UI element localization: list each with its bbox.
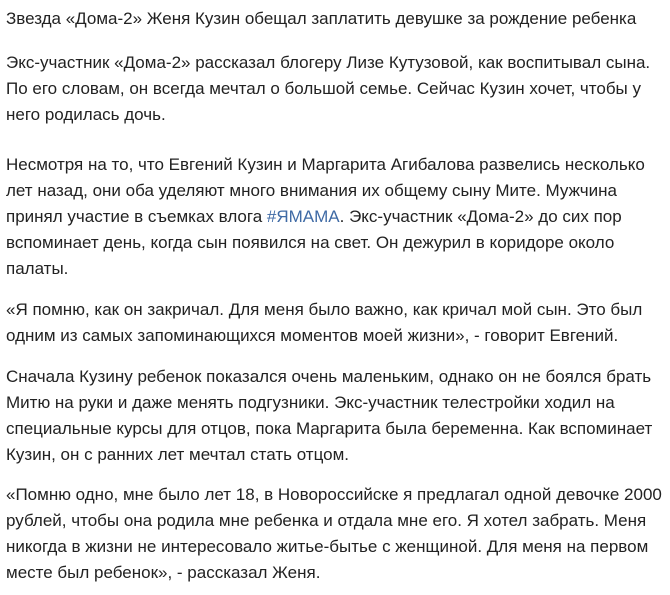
paragraph-5-quote: «Помню одно, мне было лет 18, в Новороссийске я предлагал одной девочке 2000 рублей, чтобы она родила мне ребенка и отдала мне его. Я хотел забрать. Меня никогда в жизни не интересовало житье-бытье с женщиной. Для меня на первом месте был ребенок», - рассказал Женя. bbox=[6, 485, 662, 582]
paragraph-4: Сначала Кузину ребенок показался очень маленьким, однако он не боялся брать Митю на руки и даже менять подгузники. Экс-участник телестройки ходил на специальные курсы для отцов, пока Маргарита была беременна. Как вспоминает Кузин, он с ранних лет мечтал стать отцом. bbox=[6, 367, 653, 464]
article bbox=[0, 6, 670, 586]
paragraph-2-text-start: Несмотря на то, что Евгений Кузин и Маргарита Агибалова развелись несколько лет назад, они оба уделяют много внимания их общему сыну Мите. Мужчина принял участие в съемках влога bbox=[6, 155, 645, 226]
paragraph-2 bbox=[6, 152, 664, 282]
article-title: Звезда «Дома-2» Женя Кузин обещал заплатить девушке за рождение ребенка bbox=[6, 9, 637, 28]
paragraph-2-text-end: . Экс-участник «Дома-2» до сих пор вспоминает день, когда сын появился на свет. Он дежурил в коридоре около палаты. bbox=[6, 207, 622, 278]
hashtag-link[interactable]: #ЯМАМА bbox=[266, 207, 340, 226]
paragraph-1: Экс-участник «Дома-2» рассказал блогеру Лизе Кутузовой, как воспитывал сына. По его словам, он всегда мечтал о большой семье. Сейчас Кузин хочет, чтобы у него родилась дочь. bbox=[6, 53, 651, 124]
paragraph-3-quote: «Я помню, как он закричал. Для меня было важно, как кричал мой сын. Это был одним из самых запоминающихся моментов моей жизни», - говорит Евгений. bbox=[6, 300, 643, 345]
